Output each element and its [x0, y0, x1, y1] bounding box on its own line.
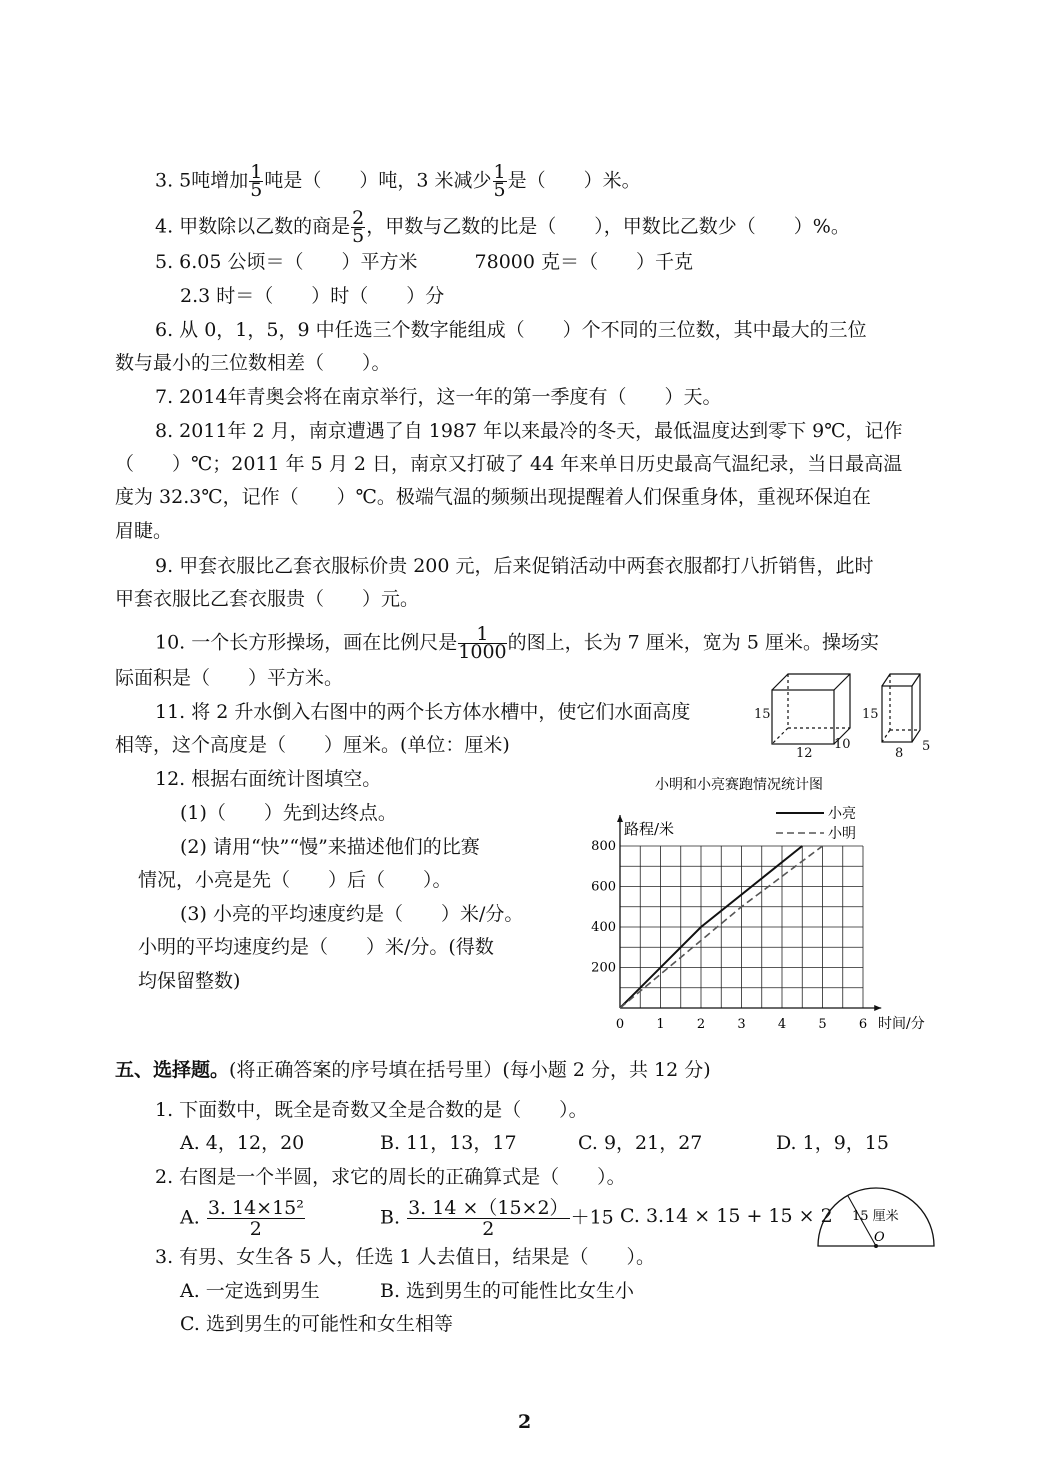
- question-12-3b: 小明的平均速度约是（ ）米/分。(得数: [138, 936, 494, 958]
- chart-title: 小明和小亮赛跑情况统计图: [655, 777, 823, 793]
- question-8-line2: （ ）℃；2011 年 5 月 2 日，南京又打破了 44 年来单日历史最高气温纪录，当日最高温: [115, 453, 903, 475]
- question-3: 3. 5吨增加 $\frac{1}{5}$ 吨是（ ）吨，3 米减少 $\frac{1}{5}$ 是（ ）米。: [155, 161, 641, 201]
- fraction: $\frac{2}{5}$: [352, 207, 365, 247]
- choice-2-option-b: B. $\frac{3. 14 \times(15\times 2)}{2}$ ＋15: [380, 1197, 614, 1240]
- x-axis-label: 时间/分: [878, 1016, 925, 1032]
- legend-label-2: 小明: [828, 826, 856, 842]
- choice-question-2: 2. 右图是一个半圆，求它的周长的正确算式是（ ）。: [155, 1166, 626, 1188]
- question-12-2b: 情况，小亮是先（ ）后（ ）。: [138, 869, 452, 891]
- box1-width-label: 10: [834, 737, 851, 752]
- question-5-line1: 5. 6.05 公顷＝（ ）平方米 78000 克＝（ ）千克: [155, 251, 693, 273]
- box2-height-label: 15: [862, 707, 879, 722]
- box2-length-label: 8: [895, 746, 904, 760]
- choice-3-option-b: B. 选到男生的可能性比女生小: [380, 1280, 635, 1302]
- question-4: 4. 甲数除以乙数的商是 $\frac{2}{5}$ ，甲数与乙数的比是（ ），甲数比乙数少（ ）%。: [155, 207, 850, 247]
- box1-height-label: 15: [754, 707, 771, 722]
- y-axis-label: 路程/米: [624, 820, 675, 838]
- section-5-heading: 五、选择题。(将正确答案的序号填在括号里）(每小题 2 分，共 12 分): [115, 1059, 711, 1081]
- y-axis-arrow: [617, 815, 623, 822]
- question-8-line3: 度为 32.3℃，记作（ ）℃。极端气温的频频出现提醒着人们保重身体，重视环保迫在: [115, 486, 871, 508]
- choice-3-option-c: C. 选到男生的可能性和女生相等: [180, 1313, 453, 1335]
- y-tick-label: 800: [591, 839, 616, 854]
- x-tick-label: 5: [818, 1017, 827, 1032]
- chart-grid: [620, 846, 863, 1008]
- box-tanks-figure: [748, 660, 948, 760]
- y-tick-label: 600: [591, 879, 616, 895]
- choice-2-option-a: A. $\frac{\text{3. 14×15²}}{2}$: [180, 1197, 304, 1240]
- choice-1-option-a: A. 4，12，20: [180, 1132, 305, 1154]
- question-12-1: (1)（ ）先到达终点。: [180, 802, 397, 824]
- choice-question-3: 3. 有男、女生各 5 人，任选 1 人去值日，结果是（ ）。: [155, 1246, 656, 1268]
- choice-question-1: 1. 下面数中，既全是奇数又全是合数的是（ ）。: [155, 1099, 588, 1121]
- chart-axes: [617, 815, 881, 1011]
- y-tick-label: 400: [591, 920, 616, 935]
- choice-3-option-a: A. 一定选到男生: [180, 1280, 320, 1302]
- fraction: $\frac{1}{5}$: [493, 161, 506, 201]
- question-8-line4: 眉睫。: [115, 520, 173, 542]
- semicircle-figure: [814, 1180, 938, 1252]
- chart-ticks: [591, 839, 867, 1032]
- question-11-line2: 相等，这个高度是（ ）厘米。(单位：厘米): [115, 734, 510, 756]
- question-9-line2: 甲套衣服比乙套衣服贵（ ）元。: [115, 588, 420, 610]
- question-10-line1: 10. 一个长方形操场，画在比例尺是 $\frac{1}{1000}$ 的图上，长为 7 厘米，宽为 5 厘米。操场实: [155, 623, 879, 663]
- fraction: $\frac{1}{1000}$: [458, 623, 507, 663]
- question-12-2a: (2) 请用“快”“慢”来描述他们的比赛: [180, 836, 480, 858]
- question-6-line2: 数与最小的三位数相差（ ）。: [115, 352, 391, 374]
- y-tick-label: 200: [591, 960, 616, 976]
- question-10-line2: 际面积是（ ）平方米。: [115, 667, 344, 689]
- choice-1-option-c: C. 9，21，27: [578, 1132, 703, 1154]
- page-number: 2: [518, 1411, 532, 1433]
- fraction: $\frac{1}{5}$: [250, 161, 263, 201]
- x-tick-label: 4: [777, 1017, 787, 1032]
- question-12-3c: 均保留整数): [138, 970, 241, 992]
- choice-2-option-c: C. 3.14 × 15 + 15 × 2: [620, 1205, 833, 1227]
- choice-1-option-b: B. 11，13，17: [380, 1132, 517, 1154]
- box1-length-label: 12: [796, 746, 813, 760]
- x-tick-label: 2: [696, 1017, 706, 1032]
- radius-label: 15 厘米: [852, 1209, 899, 1224]
- question-7: 7. 2014年青奥会将在南京举行，这一年的第一季度有（ ）天。: [155, 386, 722, 408]
- question-8-line1: 8. 2011年 2 月，南京遭遇了自 1987 年以来最冷的冬天，最低温度达到零下 9℃，记作: [155, 420, 903, 442]
- question-11-line1: 11. 将 2 升水倒入右图中的两个长方体水槽中，使它们水面高度: [155, 701, 691, 723]
- x-tick-label: 1: [656, 1017, 665, 1032]
- center-label: O: [874, 1230, 885, 1245]
- question-12: 12. 根据右面统计图填空。: [155, 768, 382, 790]
- race-line-chart: [580, 770, 950, 1040]
- x-tick-label: 3: [737, 1017, 746, 1032]
- x-axis-arrow: [874, 1005, 881, 1011]
- choice-1-option-d: D. 1，9，15: [776, 1132, 889, 1154]
- box2-width-label: 5: [922, 739, 931, 754]
- question-9-line1: 9. 甲套衣服比乙套衣服标价贵 200 元，后来促销活动中两套衣服都打八折销售，此时: [155, 555, 874, 577]
- question-6-line1: 6. 从 0，1，5，9 中任选三个数字能组成（ ）个不同的三位数，其中最大的三位: [155, 319, 867, 341]
- x-tick-label: 0: [615, 1017, 625, 1032]
- chart-legend: [776, 806, 856, 842]
- question-12-3a: (3) 小亮的平均速度约是（ ）米/分。: [180, 903, 524, 925]
- x-tick-label: 6: [858, 1017, 868, 1032]
- question-5-line2: 2.3 时＝（ ）时（ ）分: [180, 285, 445, 307]
- legend-label-1: 小亮: [828, 806, 856, 822]
